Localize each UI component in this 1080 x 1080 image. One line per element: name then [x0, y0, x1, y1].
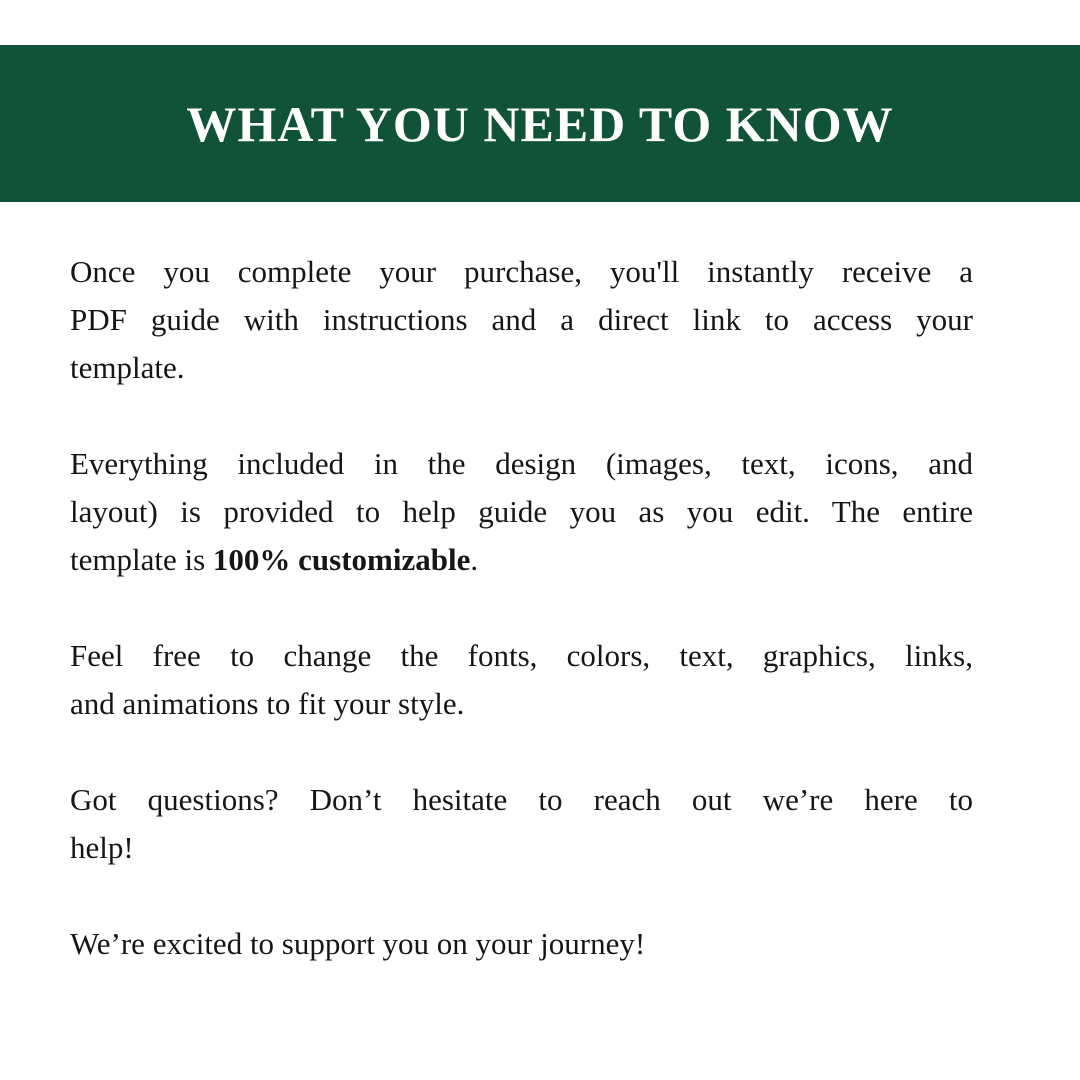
paragraph-line: layout) is provided to help guide you as you edit. The entire: [70, 494, 973, 529]
paragraph-line: template.: [70, 350, 185, 385]
bold-text-run: 100% customizable: [212, 542, 471, 577]
paragraph-line: PDF guide with instructions and a direct link to access your: [70, 302, 973, 337]
paragraph-line: help!: [70, 830, 134, 865]
text-run: .: [470, 542, 479, 577]
paragraph-line: Feel free to change the fonts, colors, text, graphics, links,: [70, 638, 973, 673]
paragraph-line: Got questions? Don’t hesitate to reach out we’re here to: [70, 782, 973, 817]
paragraph-line: [70, 536, 973, 584]
body-text: [70, 248, 973, 968]
paragraph-line: Everything included in the design (images, text, icons, and: [70, 446, 973, 481]
header-band: [0, 45, 1080, 202]
paragraph-customizable: [70, 440, 973, 584]
page-title: WHAT YOU NEED TO KNOW: [186, 95, 894, 152]
text-run: template is: [70, 542, 213, 577]
paragraph-line: Once you complete your purchase, you'll instantly receive a: [70, 254, 973, 289]
paragraph-line: We’re excited to support you on your journey!: [70, 926, 646, 961]
paragraph-line: and animations to fit your style.: [70, 686, 465, 721]
paragraph-questions: [70, 776, 973, 872]
paragraph-change-style: [70, 632, 973, 728]
paragraph-purchase-info: [70, 248, 973, 392]
paragraph-support: [70, 920, 973, 968]
